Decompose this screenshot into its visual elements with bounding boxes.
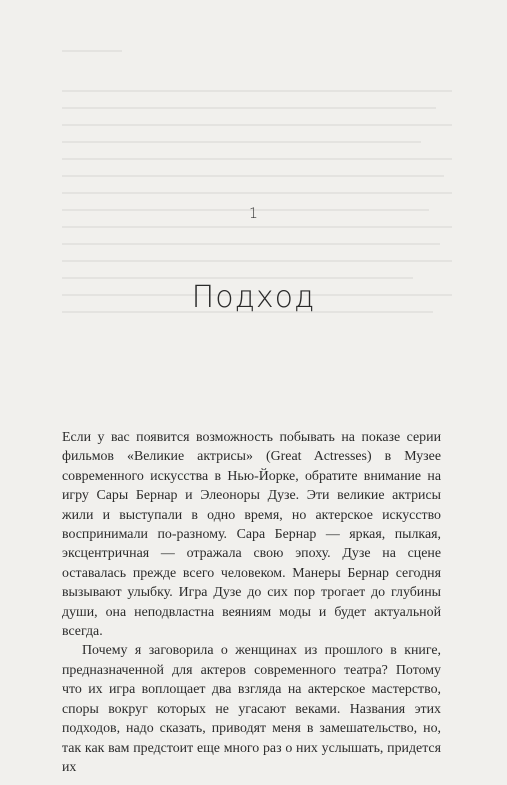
chapter-number: 1 [249,206,258,222]
body-text [62,428,441,777]
paragraph: Почему я заговорила о женщинах из прошлого в книге, предназначенной для актеров современного театра? Потому что их игра воплощает два взгляда на актерское мастерство, споры вокруг которых не угасают веками. Названия этих подходов, надо сказать, приводят меня в замешательство, но, так как вам предстоит еще много раз о них услышать, придется их [62,643,441,775]
chapter-title: Подход [191,280,316,315]
paragraph: Если у вас появится возможность побывать на показе серии фильмов «Великие актрисы» (Great Actresses) в Музее современного искусства в Нью-Йорке, обратите внимание на игру Сары Бернар и Элеоноры Дузе. Эти великие актрисы жили и выступали в одно время, но актерское искусство воспринимали по-разному. Сара Бернар — яркая, пылкая, эксцентричная — отражала свою эпоху. Дузе на сцене оставалась прежде всего человеком. Манеры Бернар сегодня вызывают улыбку. Игра Дузе до сих пор трогает до глубины души, она неподвластна веяниям моды и будет актуальной всегда. [62,430,441,640]
